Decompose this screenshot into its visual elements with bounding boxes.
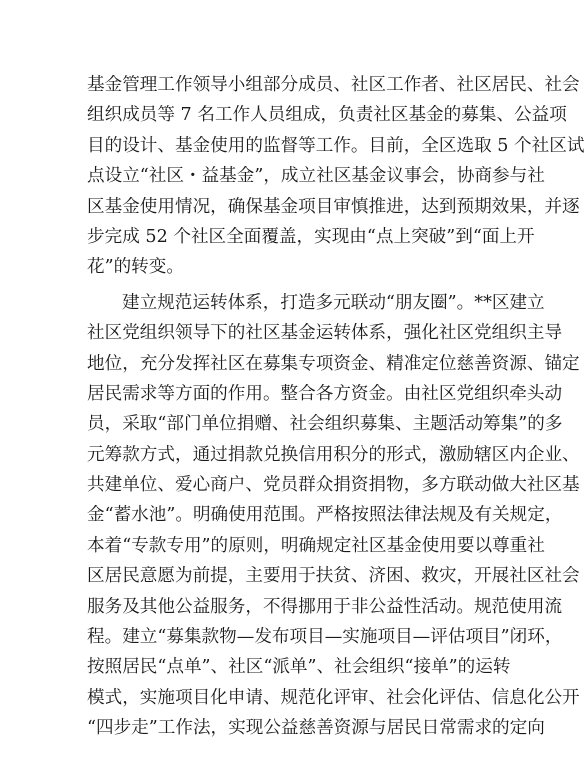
document-page	[87, 70, 585, 744]
text-line: 地位，充分发挥社区在募集专项资金、精准定位慈善资源、锚定	[87, 353, 580, 374]
text-line: 本着“专款专用”的原则，明确规定社区基金使用要以尊重社	[87, 535, 545, 556]
text-line: 金“蓄水池”。明确使用范围。严格按照法律法规及有关规定，	[87, 505, 563, 526]
text-line: 点设立“社区・益基金”，成立社区基金议事会，协商参与社	[87, 166, 545, 187]
text-line: 花”的转变。	[87, 257, 184, 278]
text-line: 按照居民“点单”、社区“派单”、社会组织“接单”的运转	[87, 657, 511, 678]
text-line: 步完成 52 个社区全面覆盖，实现由“点上突破”到“面上开	[87, 226, 535, 247]
text-line: 居民需求等方面的作用。整合各方资金。由社区党组织牵头动	[87, 383, 563, 404]
paragraph-1	[87, 70, 585, 283]
paragraph-2	[87, 288, 580, 744]
text-line: 共建单位、爱心商户、党员群众捐资捐物，多方联动做大社区基	[87, 475, 580, 496]
text-line: 员，采取“部门单位捐赠、社会组织募集、主题活动筹集”的多	[87, 414, 563, 435]
text-line-first: 建立规范运转体系，打造多元联动“朋友圈”。**区建立	[122, 292, 545, 313]
text-line: 模式，实施项目化申请、规范化评审、社会化评估、信息化公开	[87, 687, 580, 708]
text-line: 组织成员等 7 名工作人员组成，负责社区基金的募集、公益项	[87, 105, 567, 126]
text-line: 服务及其他公益服务，不得挪用于非公益性活动。规范使用流	[87, 596, 563, 617]
text-line: 区居民意愿为前提，主要用于扶贫、济困、救灾，开展社区社会	[87, 566, 580, 587]
text-line: 元筹款方式，通过捐款兑换信用积分的形式，激励辖区内企业、	[87, 444, 580, 465]
text-line: 区基金使用情况，确保基金项目审慎推进，达到预期效果，并逐	[87, 196, 580, 217]
text-line: 目的设计、基金使用的监督等工作。目前，全区选取 5 个社区试	[87, 135, 585, 156]
text-line: 社区党组织领导下的社区基金运转体系，强化社区党组织主导	[87, 323, 563, 344]
text-line: 程。建立“募集款物—发布项目—实施项目—评估项目”闭环，	[87, 627, 563, 648]
text-line: “四步走”工作法，实现公益慈善资源与居民日常需求的定向	[87, 718, 545, 739]
text-line: 基金管理工作领导小组部分成员、社区工作者、社区居民、社会	[87, 75, 580, 95]
